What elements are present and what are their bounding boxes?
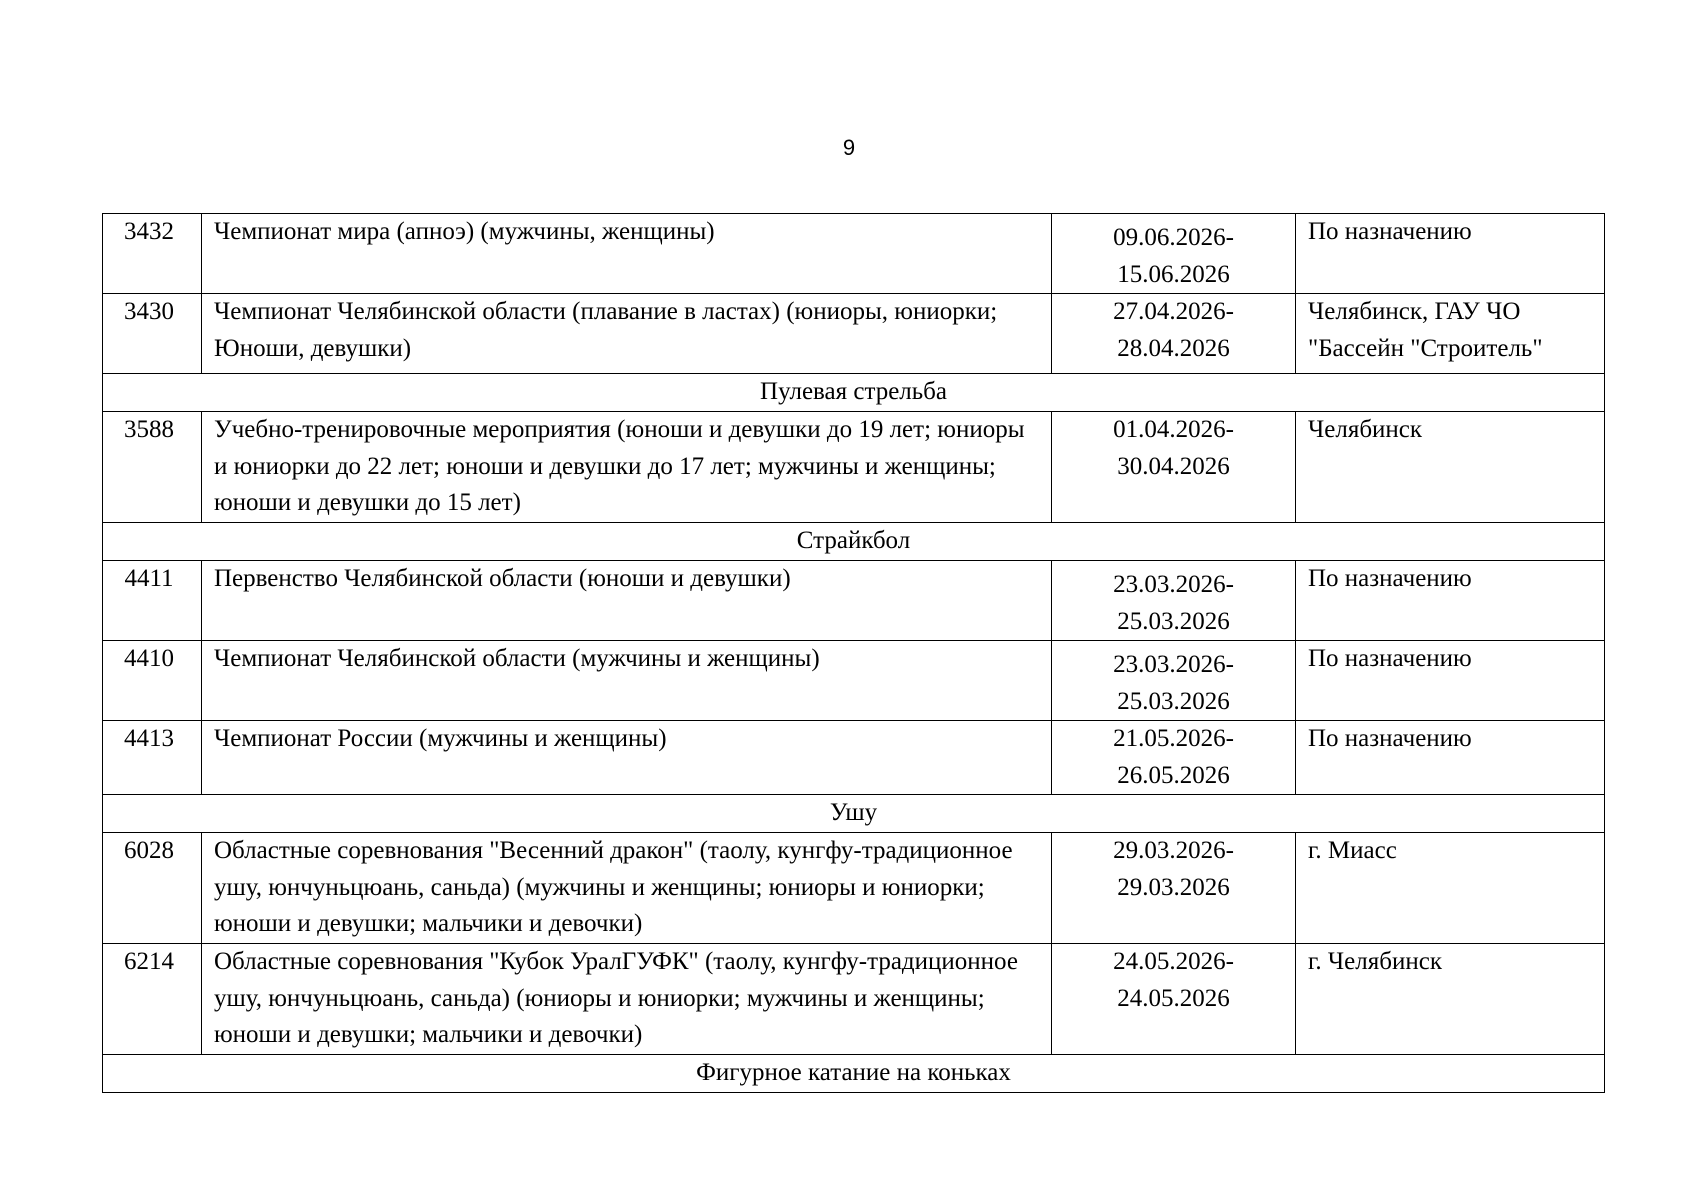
event-dates — [1052, 214, 1296, 294]
table-row — [103, 294, 1605, 374]
event-date-end: 28.04.2026 — [1117, 334, 1230, 362]
event-code: 4410 — [103, 641, 202, 721]
event-date-start: 23.03.2026- — [1113, 571, 1234, 598]
event-code: 6214 — [103, 944, 202, 1055]
section-row — [103, 795, 1605, 833]
section-title: Страйкбол — [103, 523, 1605, 561]
table-row — [103, 561, 1605, 641]
section-row — [103, 1055, 1605, 1093]
event-date-end: 25.03.2026 — [1117, 607, 1230, 635]
event-name: Чемпионат Челябинской области (плавание в ластах) (юниоры, юниорки; Юноши, девушки) — [202, 294, 1052, 374]
table-row — [103, 641, 1605, 721]
event-date-start: 21.05.2026- — [1113, 725, 1234, 752]
event-date-end: 30.04.2026 — [1117, 452, 1230, 480]
event-code: 3588 — [103, 412, 202, 523]
event-date-end: 25.03.2026 — [1117, 687, 1230, 715]
event-code: 4413 — [103, 721, 202, 795]
table-row — [103, 833, 1605, 944]
table-row — [103, 214, 1605, 294]
event-date-start: 24.05.2026- — [1113, 948, 1234, 975]
event-dates — [1052, 944, 1296, 1055]
event-place: г. Челябинск — [1296, 944, 1605, 1055]
event-date-end: 29.03.2026 — [1117, 873, 1230, 901]
section-title: Фигурное катание на коньках — [103, 1055, 1605, 1093]
event-code: 6028 — [103, 833, 202, 944]
event-name: Областные соревнования "Кубок УралГУФК" (таолу, кунгфу-традиционное ушу, юнчуньцюань, саньда) (юниоры и юниорки; мужчины и женщины; юноши и девушки; мальчики и девочки) — [202, 944, 1052, 1055]
event-dates — [1052, 412, 1296, 523]
event-date-start: 23.03.2026- — [1113, 651, 1234, 678]
event-dates — [1052, 294, 1296, 374]
page-number: 9 — [842, 135, 856, 160]
section-title: Пулевая стрельба — [103, 374, 1605, 412]
event-date-end: 24.05.2026 — [1117, 984, 1230, 1012]
event-date-end: 26.05.2026 — [1117, 761, 1230, 789]
event-date-start: 29.03.2026- — [1113, 837, 1234, 864]
event-dates — [1052, 561, 1296, 641]
event-place: По назначению — [1296, 561, 1605, 641]
event-code: 4411 — [103, 561, 202, 641]
event-place: Челябинск, ГАУ ЧО "Бассейн "Строитель" — [1296, 294, 1605, 374]
event-name: Областные соревнования "Весенний дракон" (таолу, кунгфу-традиционное ушу, юнчуньцюань, саньда) (мужчины и женщины; юниоры и юниорки; юноши и девушки; мальчики и девочки) — [202, 833, 1052, 944]
event-name: Чемпионат мира (апноэ) (мужчины, женщины) — [202, 214, 1052, 294]
event-dates — [1052, 721, 1296, 795]
event-place: г. Миасс — [1296, 833, 1605, 944]
event-date-start: 01.04.2026- — [1113, 416, 1234, 443]
table-row — [103, 721, 1605, 795]
event-code: 3432 — [103, 214, 202, 294]
event-name: Чемпионат Челябинской области (мужчины и женщины) — [202, 641, 1052, 721]
section-title: Ушу — [103, 795, 1605, 833]
table-row — [103, 944, 1605, 1055]
event-name: Чемпионат России (мужчины и женщины) — [202, 721, 1052, 795]
event-date-start: 09.06.2026- — [1113, 224, 1234, 251]
event-date-start: 27.04.2026- — [1113, 298, 1234, 325]
event-place: Челябинск — [1296, 412, 1605, 523]
section-row — [103, 523, 1605, 561]
events-table — [102, 213, 1605, 1093]
event-place: По назначению — [1296, 721, 1605, 795]
table-row — [103, 412, 1605, 523]
event-name: Первенство Челябинской области (юноши и девушки) — [202, 561, 1052, 641]
event-code: 3430 — [103, 294, 202, 374]
event-place: По назначению — [1296, 214, 1605, 294]
event-dates — [1052, 833, 1296, 944]
event-date-end: 15.06.2026 — [1117, 260, 1230, 288]
event-place: По назначению — [1296, 641, 1605, 721]
section-row — [103, 374, 1605, 412]
event-name: Учебно-тренировочные мероприятия (юноши и девушки до 19 лет; юниоры и юниорки до 22 лет; юноши и девушки до 17 лет; мужчины и женщины; юноши и девушки до 15 лет) — [202, 412, 1052, 523]
event-dates — [1052, 641, 1296, 721]
